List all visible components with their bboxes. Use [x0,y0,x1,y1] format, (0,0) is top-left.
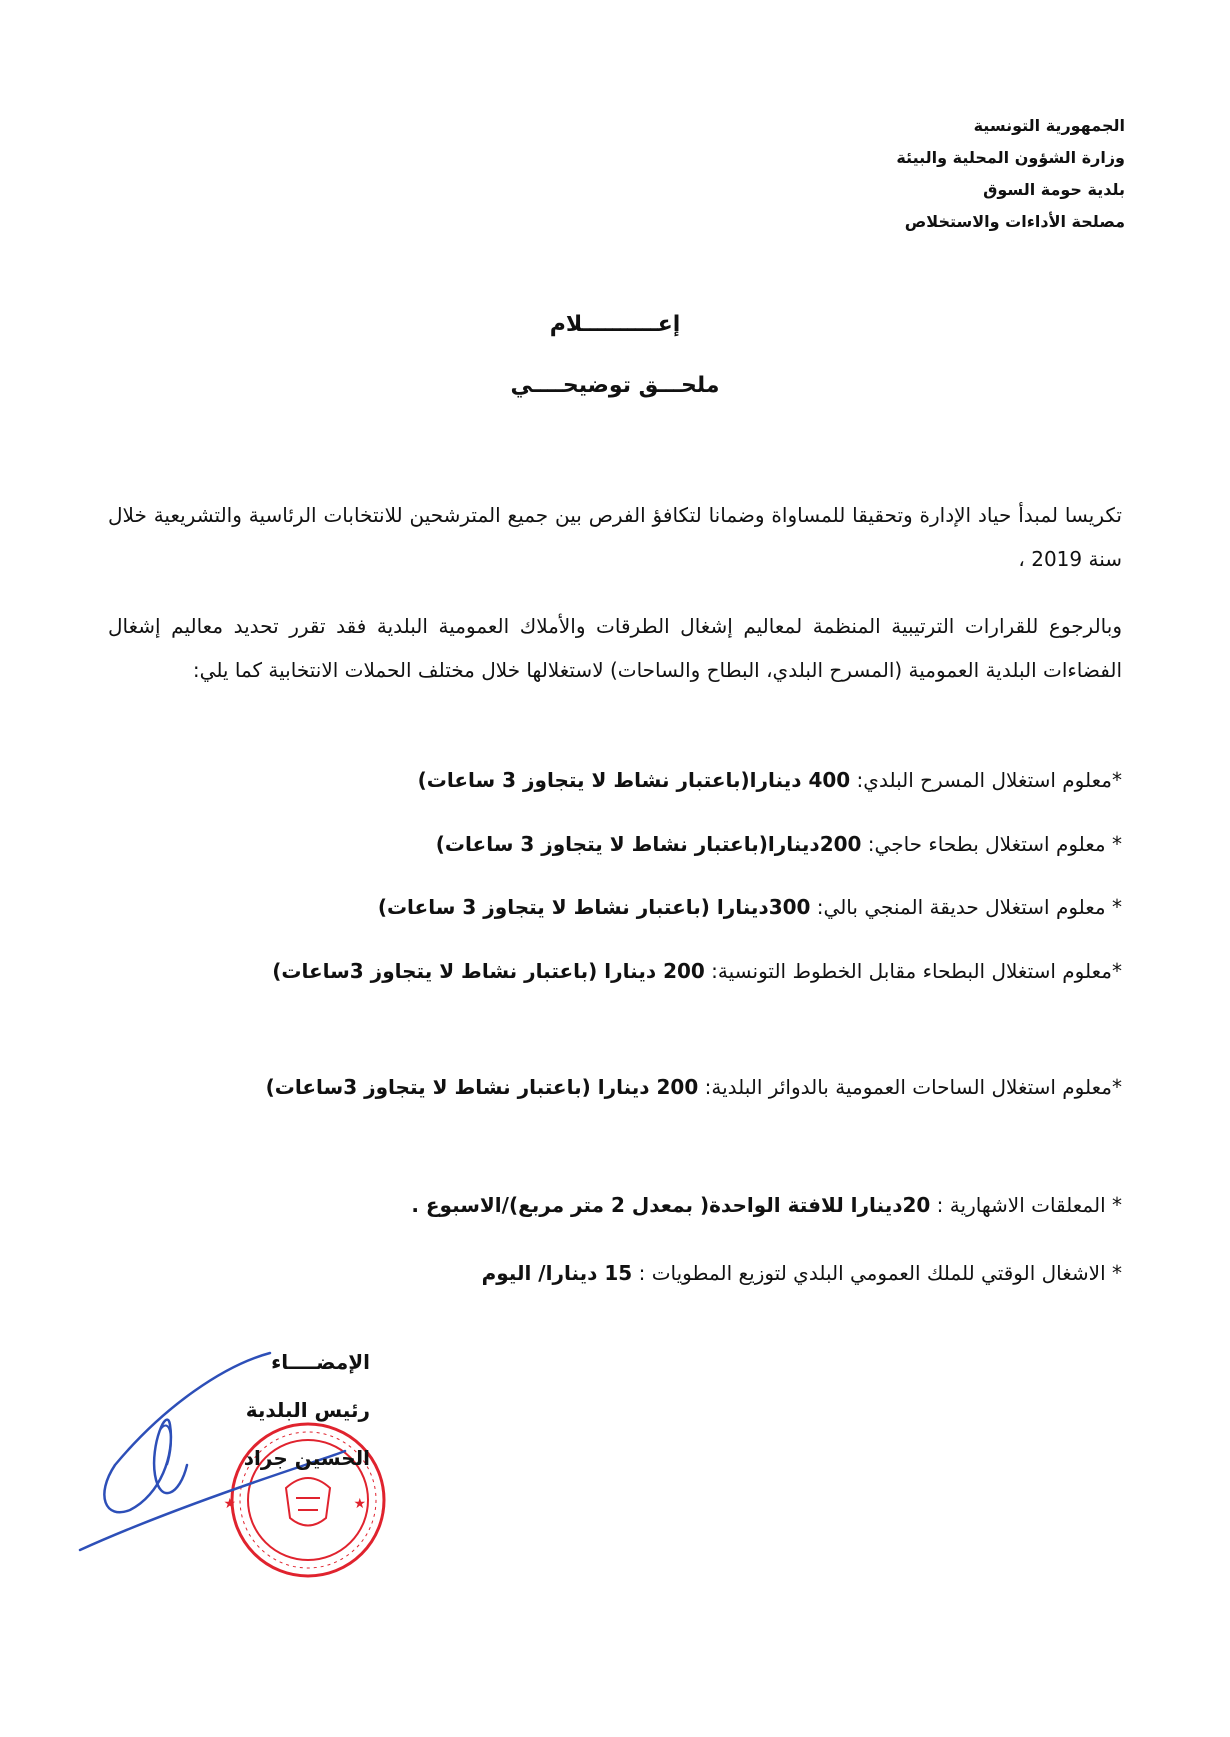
intro-paragraph-2 [108,604,1122,692]
letterhead-ministry: وزارة الشؤون المحلية والبيئة [896,148,1125,167]
letterhead-municipality: بلدية حومة السوق [983,180,1125,199]
fee-item [108,1248,1122,1298]
fee-label: *معلوم استغلال الساحات العمومية بالدوائر البلدية: [698,1075,1122,1099]
letterhead-republic: الجمهورية التونسية [973,116,1125,135]
fee-label: * الاشغال الوقتي للملك العمومي البلدي لتوزيع المطويات : [632,1261,1122,1285]
intro-text-1: تكريسا لمبدأ حياد الإدارة وتحقيقا للمساواة وضمانا لتكافؤ الفرص بين جميع المترشحين للانتخابات الرئاسية والتشريعية خلال سنة 2019 ، [108,503,1122,571]
fee-value: 400 دينارا(باعتبار نشاط لا يتجاوز 3 ساعات) [417,768,851,792]
letterhead [896,110,1125,238]
letterhead-department: مصلحة الأداءات والاستخلاص [904,212,1125,231]
svg-text:★: ★ [223,1496,236,1512]
fee-value: 200دينارا(باعتبار نشاط لا يتجاوز 3 ساعات) [435,832,862,856]
fee-item [108,819,1122,869]
fee-item [108,1062,1122,1112]
intro-text-2: وبالرجوع للقرارات الترتيبية المنظمة لمعاليم إشغال الطرقات والأملاك العمومية البلدية فقد تقرر تحديد معاليم إشغال الفضاءات البلدية العمومية (المسرح البلدي، البطاح والساحات) لاستغلالها خلال مختلف الحملات الانتخابية كما يلي: [108,614,1122,682]
fee-value: 200 دينارا (باعتبار نشاط لا يتجاوز 3ساعات) [272,959,705,983]
fee-label: *معلوم استغلال المسرح البلدي: [850,768,1122,792]
fee-item [108,946,1122,996]
signatory-name: الحسين جراد [243,1446,370,1470]
fee-value: 15 دينارا/ اليوم [481,1261,633,1285]
fee-item [108,882,1122,932]
intro-paragraph-1 [108,493,1122,581]
fee-label: * المعلقات الاشهارية : [930,1193,1122,1217]
svg-text:★: ★ [353,1496,366,1512]
document-subtitle: ملحـــق توضيحــــي [510,373,720,398]
fee-item [108,755,1122,805]
fee-label: * معلوم استغلال حديقة المنجي بالي: [810,895,1122,919]
document-title: إعــــــــــلام [549,312,681,337]
fee-value: 20دينارا للافتة الواحدة( بمعدل 2 متر مربع)/الاسبوع . [411,1193,931,1217]
fee-label: *معلوم استغلال البطحاء مقابل الخطوط التونسية: [704,959,1122,983]
fee-value: 200 دينارا (باعتبار نشاط لا يتجاوز 3ساعات) [265,1075,699,1099]
fee-label: * معلوم استغلال بطحاء حاجي: [861,832,1122,856]
signature-label: الإمضــــاء [271,1350,370,1374]
fee-item [108,1180,1122,1230]
fee-value: 300دينارا (باعتبار نشاط لا يتجاوز 3 ساعات) [377,895,811,919]
signatory-role: رئيس البلدية [245,1398,370,1422]
